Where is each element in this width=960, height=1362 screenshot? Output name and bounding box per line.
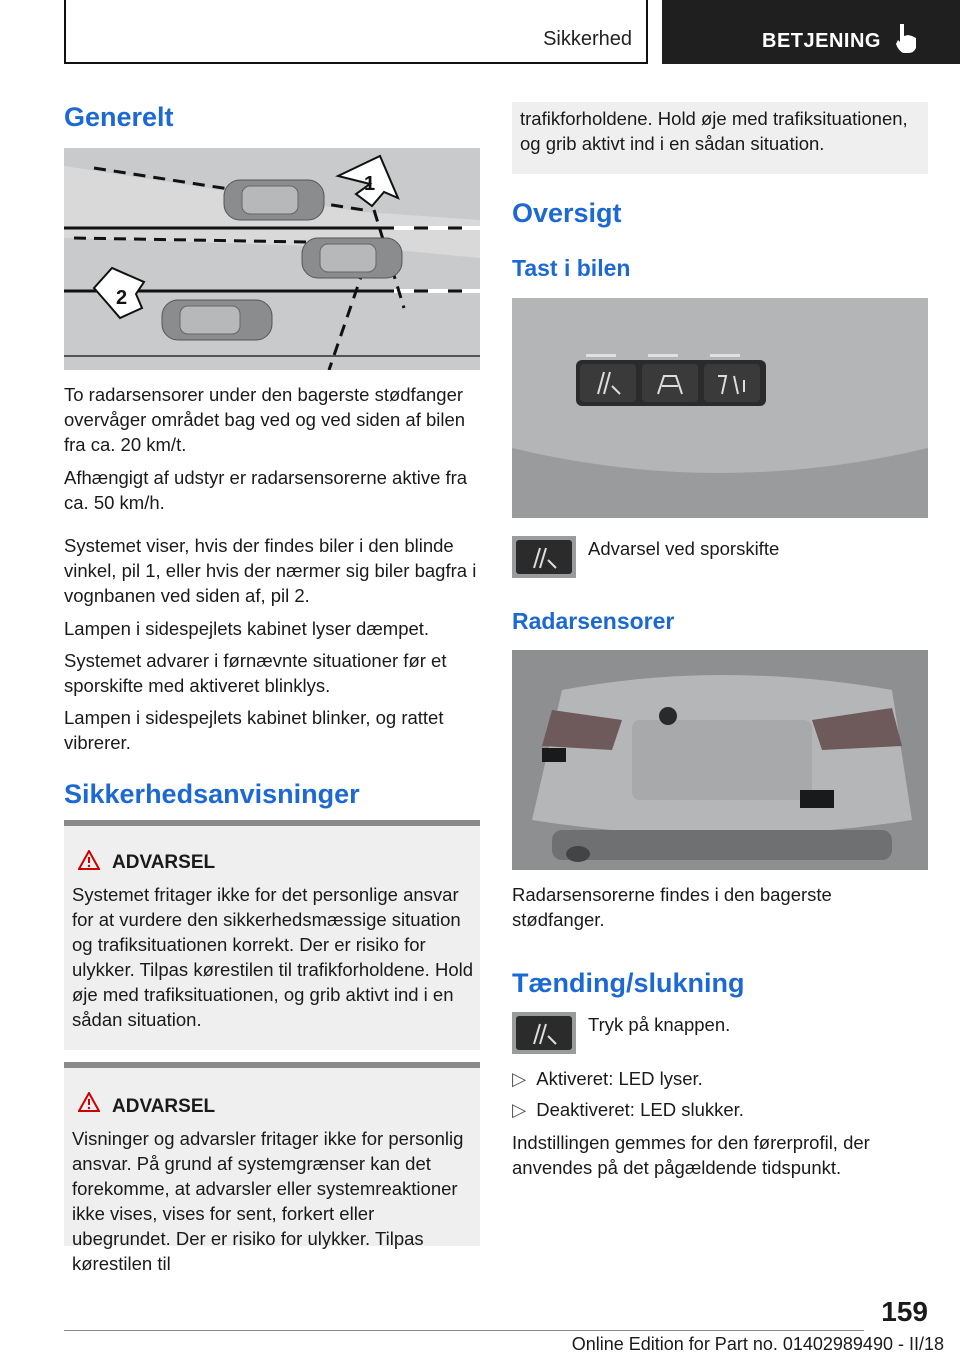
warning-continuation-box	[512, 102, 928, 174]
heading-radarsensorer: Radarsensorer	[512, 608, 675, 634]
warning-continuation-text: trafikforholdene. Hold øje med trafiksituationen, og grib aktivt ind i en sådan situation.	[520, 108, 908, 154]
car-top	[224, 180, 324, 220]
warning-title-1: ADVARSEL	[112, 852, 216, 873]
footer-edition: Online Edition for Part no. 01402989490 - II/18	[571, 1334, 944, 1354]
triangle-bullet-icon: ▷	[512, 1068, 527, 1089]
header-section-title: Sikkerhed	[543, 28, 632, 50]
bullet-text: Deaktiveret: LED slukker.	[536, 1099, 744, 1120]
paragraph-1: To radarsensorer under den bagerste stødfanger overvåger området bag ved og ved siden af bilen fra ca. 20 km/t.	[64, 384, 466, 455]
heading-generelt: Generelt	[64, 102, 174, 132]
warning-box-2	[64, 1062, 480, 1274]
paragraph-2: Afhængigt af udstyr er radarsensorerne aktive fra ca. 50 km/h.	[64, 467, 468, 513]
button-caption: Advarsel ved sporskifte	[588, 538, 780, 559]
bullet-deactivated	[512, 1097, 928, 1122]
lane-change-warning-button-icon	[512, 536, 576, 578]
car-bottom	[162, 300, 272, 340]
heading-taending-slukning: Tænding/slukning	[512, 968, 745, 998]
footer-divider	[64, 1330, 864, 1331]
warning-text-1: Systemet fritager ikke for det personlige ansvar for at vurdere den sikkerhedsmæssige situation og trafiksituationen korrekt. Der er risiko for ulykker. Tilpas kørestilen til trafikforholdene. Hold øje med trafiksituationen, og grib aktivt ind i en sådan situation.	[72, 884, 474, 1030]
rear-bumper-photo	[512, 650, 928, 870]
blind-spot-diagram	[64, 148, 480, 370]
press-text: Tryk på knappen.	[588, 1014, 731, 1035]
heading-sikkerhedsanvisninger: Sikkerhedsanvisninger	[64, 779, 360, 809]
triangle-bullet-icon: ▷	[512, 1099, 527, 1120]
warning-text-2: Visninger og advarsler fritager ikke for personlig ansvar. På grund af systemgrænser kan det forekomme, at advarsler eller systemreaktioner ikke vises, vises for sent, forkert eller ubegrundet. Der er risiko for ulykker. Tilpas kørestilen til	[72, 1128, 464, 1274]
bullet-activated	[512, 1066, 928, 1091]
heading-oversigt: Oversigt	[512, 198, 622, 228]
page-number: 159	[881, 1296, 928, 1327]
header-chapter-title: BETJENING	[762, 30, 881, 52]
warning-title-2: ADVARSEL	[112, 1096, 216, 1117]
paragraph-6: Lampen i sidespejlets kabinet blinker, og rattet vibrerer.	[64, 707, 444, 753]
arrow-label-1: 1	[364, 173, 376, 195]
paragraph-4: Lampen i sidespejlets kabinet lyser dæmpet.	[64, 618, 430, 639]
bullet-text: Aktiveret: LED lyser.	[536, 1068, 703, 1089]
paragraph-3: Systemet viser, hvis der findes biler i den blinde vinkel, pil 1, eller hvis der nærmer sig biler bagfra i vognbanen ved siden af, pil 2.	[64, 535, 477, 606]
radar-text: Radarsensorerne findes i den bagerste stødfanger.	[512, 884, 832, 930]
lane-change-warning-button-icon[interactable]	[512, 1012, 576, 1054]
pointing-hand-icon	[894, 22, 920, 54]
car-middle	[302, 238, 402, 278]
header-section-box	[64, 0, 648, 64]
warning-triangle-icon	[78, 850, 100, 870]
button-panel-photo	[512, 298, 928, 518]
warning-box-1	[64, 820, 480, 1050]
paragraph-5: Systemet advarer i førnævnte situationer før et sporskifte med aktiveret blinklys.	[64, 650, 447, 696]
warning-triangle-icon	[78, 1092, 100, 1112]
arrow-label-2: 2	[116, 287, 128, 309]
settings-text: Indstillingen gemmes for den førerprofil, der anvendes på det pågældende tidspunkt.	[512, 1132, 870, 1178]
heading-tast-i-bilen: Tast i bilen	[512, 255, 631, 281]
